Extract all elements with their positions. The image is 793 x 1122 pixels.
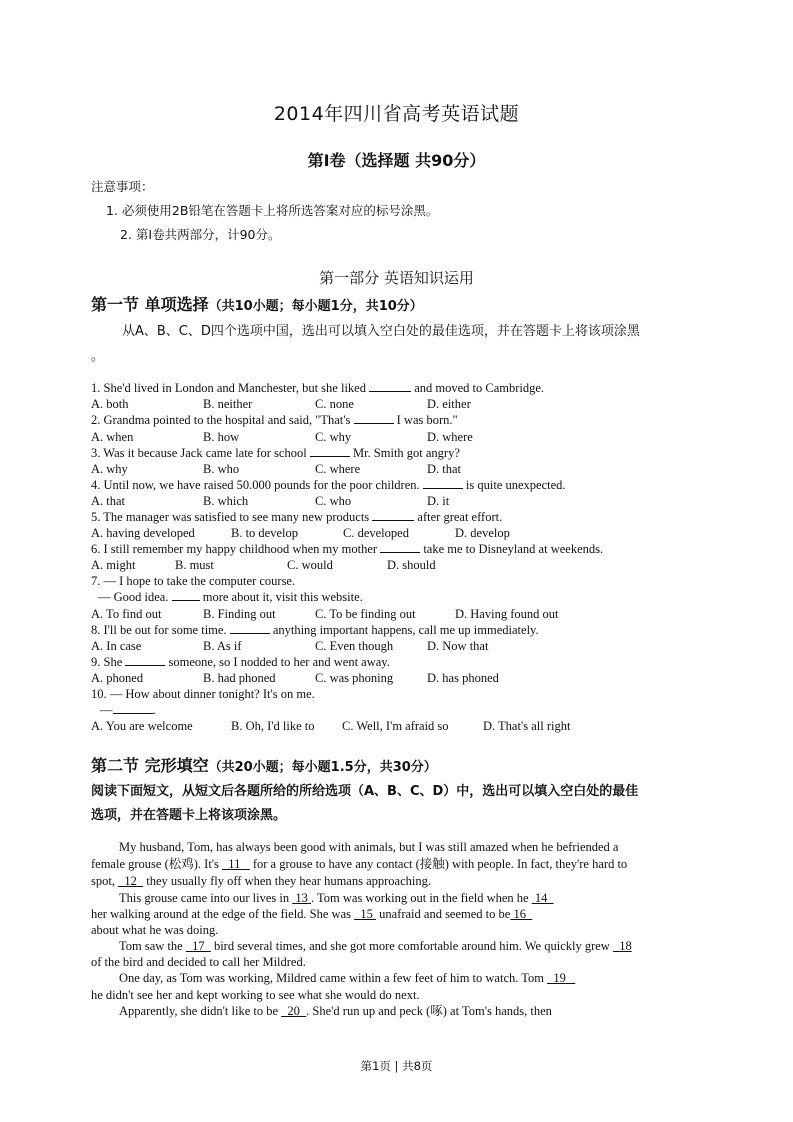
blank-11 [222, 857, 250, 871]
blank-17-number: 17 [192, 939, 205, 953]
q10-blank [113, 702, 153, 714]
q3-option-c[interactable]: C. where [315, 462, 361, 476]
q8-option-a[interactable]: A. In case [91, 639, 142, 653]
q8-option-b[interactable]: B. As if [203, 639, 242, 653]
q9-option-d[interactable]: D. has phoned [427, 671, 499, 685]
q1-option-b[interactable]: B. neither [203, 397, 253, 411]
q7-option-b[interactable]: B. Finding out [203, 607, 276, 621]
section1-instruction-end: 。 [91, 349, 105, 364]
q6-stem-end: take me to Disneyland at weekends. [423, 542, 604, 556]
blank-13-number: 13 [295, 891, 308, 905]
passage-text: spot, [91, 874, 115, 888]
passage-p1-line2 [91, 856, 627, 872]
passage-text: . Tom was working out in the field when he [310, 891, 529, 905]
q2-option-c[interactable]: C. why [315, 430, 352, 444]
q3-stem-end: Mr. Smith got angry? [352, 446, 460, 460]
page-footer: 第1页 | 共8页 [360, 1059, 433, 1073]
passage-text: they usually fly off when they hear humans approaching. [146, 874, 431, 888]
q3-option-b[interactable]: B. who [203, 462, 240, 476]
passage-text: bird several times, and she got more comfortable around him. We quickly grew [213, 939, 610, 953]
passage-text: Apparently, she didn't like to be [119, 1004, 279, 1018]
passage-text: unafraid and seemed to be [379, 907, 511, 921]
q5-option-a[interactable]: A. having developed [91, 526, 195, 540]
question-10-reply [100, 702, 156, 718]
passage-p2-line1 [119, 890, 554, 906]
passage-p4-line1 [119, 970, 575, 986]
paper-subtitle: 第Ⅰ卷（选择题 共90分） [307, 151, 486, 170]
q7-blank [172, 589, 200, 601]
question-8 [91, 622, 539, 638]
q7-option-a[interactable]: A. To find out [91, 607, 162, 621]
q9-blank [125, 654, 165, 666]
q3-option-a[interactable]: A. why [91, 462, 128, 476]
q10-stem: — [100, 703, 113, 717]
q1-option-c[interactable]: C. none [315, 397, 354, 411]
blank-15-number: 15 [360, 907, 373, 921]
passage-text: One day, as Tom was working, Mildred came within a few feet of him to watch. Tom [119, 971, 544, 985]
q2-blank [354, 412, 394, 424]
section2-title: 第二节 完形填空 [91, 756, 209, 775]
blank-12 [118, 874, 143, 888]
q4-blank [423, 477, 463, 489]
blank-18 [613, 939, 632, 953]
q4-option-d[interactable]: D. it [427, 494, 450, 508]
blank-15 [354, 907, 376, 921]
blank-19-number: 19 [553, 971, 566, 985]
q9-option-a[interactable]: A. phoned [91, 671, 144, 685]
section1-title: 第一节 单项选择 [91, 295, 209, 314]
q5-option-d[interactable]: D. develop [455, 526, 510, 540]
blank-14 [532, 891, 554, 905]
q7-stem-end: more about it, visit this website. [202, 590, 363, 604]
q8-option-d[interactable]: D. Now that [427, 639, 489, 653]
section1-note: （共10小题；每小题1分，共10分） [208, 299, 423, 314]
blank-11-number: 11 [228, 857, 241, 871]
q10-option-b[interactable]: B. Oh, I'd like to [231, 719, 315, 733]
section2-note: （共20小题；每小题1.5分，共30分） [208, 760, 437, 775]
q1-stem-end: and moved to Cambridge. [414, 381, 545, 395]
q5-blank [372, 509, 414, 521]
q1-option-a[interactable]: A. both [91, 397, 129, 411]
passage-p5-line1 [119, 1003, 552, 1019]
q2-stem: 2. Grandma pointed to the hospital and said, "That's [91, 413, 351, 427]
q4-stem-end: is quite unexpected. [465, 478, 566, 492]
question-3 [91, 445, 460, 461]
notice-item-1: 1. 必须使用2B铅笔在答题卡上将所选答案对应的标号涂黑。 [106, 203, 439, 218]
passage-p1-line3 [91, 873, 431, 889]
q8-option-c[interactable]: C. Even though [315, 639, 394, 653]
q6-stem: 6. I still remember my happy childhood when my mother [91, 542, 378, 556]
q9-stem-end: someone, so I nodded to her and went away. [168, 655, 390, 669]
passage-text: Tom saw the [119, 939, 183, 953]
q2-option-d[interactable]: D. where [427, 430, 473, 444]
question-4 [91, 477, 566, 493]
q10-option-d[interactable]: D. That's all right [483, 719, 571, 733]
q2-option-a[interactable]: A. when [91, 430, 134, 444]
blank-12-number: 12 [124, 874, 137, 888]
blank-16-number: 16 [513, 907, 526, 921]
q2-stem-end: I was born." [396, 413, 458, 427]
notice-heading: 注意事项： [91, 179, 154, 194]
q5-stem-end: after great effort. [417, 510, 503, 524]
q7-stem: — Good idea. [98, 590, 169, 604]
section2-heading [91, 753, 437, 776]
blank-16 [510, 907, 532, 921]
q6-option-a[interactable]: A. might [91, 558, 136, 572]
q3-blank [310, 445, 350, 457]
q5-option-b[interactable]: B. to develop [231, 526, 299, 540]
blank-17 [186, 939, 211, 953]
passage-text: her walking around at the edge of the field. She was [91, 907, 351, 921]
q10-stem-end: . [152, 703, 156, 717]
question-9 [91, 654, 390, 670]
q8-stem: 8. I'll be out for some time. [91, 623, 227, 637]
passage-p3-line2: of the bird and decided to call her Mildred. [91, 955, 306, 969]
blank-18-number: 18 [619, 939, 632, 953]
question-10: 10. — How about dinner tonight? It's on me. [91, 687, 315, 701]
passage-p3-line1 [119, 938, 632, 954]
q7-option-d[interactable]: D. Having found out [455, 607, 559, 621]
q5-option-c[interactable]: C. developed [343, 526, 409, 540]
blank-19 [547, 971, 575, 985]
q7-option-c[interactable]: C. To be finding out [315, 607, 416, 621]
q1-stem: 1. She'd lived in London and Manchester, but she liked [91, 381, 366, 395]
passage-p1-line1: My husband, Tom, has always been good with animals, but I was still amazed when he befriended a [119, 840, 619, 854]
question-7: 7. — I hope to take the computer course. [91, 574, 296, 588]
blank-13 [292, 891, 311, 905]
q4-option-b[interactable]: B. which [203, 494, 249, 508]
question-7-reply [98, 589, 363, 605]
question-2 [91, 412, 458, 428]
q8-blank [230, 622, 270, 634]
section1-instruction: 从A、B、C、D四个选项中国，选出可以填入空白处的最佳选项，并在答题卡上将该项涂黑 [122, 324, 640, 339]
passage-text: female grouse (松鸡). It's [91, 857, 219, 871]
question-6 [91, 541, 603, 557]
notice-item-2: 2. 第Ⅰ卷共两部分，计90分。 [120, 227, 281, 242]
q4-option-a[interactable]: A. that [91, 494, 126, 508]
q6-option-b[interactable]: B. must [175, 558, 214, 572]
q4-option-c[interactable]: C. who [315, 494, 352, 508]
q6-option-c[interactable]: C. would [287, 558, 333, 572]
page-title: 2014年四川省高考英语试题 [273, 103, 520, 125]
q2-option-b[interactable]: B. how [203, 430, 240, 444]
q8-stem-end: anything important happens, call me up immediately. [272, 623, 539, 637]
q6-option-d[interactable]: D. should [387, 558, 436, 572]
q9-option-b[interactable]: B. had phoned [203, 671, 276, 685]
passage-p2-line2 [91, 906, 532, 922]
question-5 [91, 509, 502, 525]
q6-blank [380, 541, 420, 553]
q1-blank [369, 380, 411, 392]
q9-option-c[interactable]: C. was phoning [315, 671, 394, 685]
part1-title: 第一部分 英语知识运用 [319, 269, 474, 287]
section1-heading [91, 292, 423, 315]
passage-text: . She'd run up and peck (啄) at Tom's hands, then [306, 1004, 552, 1018]
q3-stem: 3. Was it because Jack came late for school [91, 446, 307, 460]
question-1 [91, 380, 544, 396]
section2-instruction-line1: 阅读下面短文，从短文后各题所给的所给选项（A、B、C、D）中，选出可以填入空白处的最佳 [91, 784, 639, 799]
q4-stem: 4. Until now, we have raised 50.000 pounds for the poor children. [91, 478, 420, 492]
passage-p2-line3: about what he was doing. [91, 923, 219, 937]
q5-stem: 5. The manager was satisfied to see many new products [91, 510, 370, 524]
q10-option-a[interactable]: A. You are welcome [91, 719, 193, 733]
passage-text: for a grouse to have any contact (接触) with people. In fact, they're hard to [252, 857, 628, 871]
q10-option-c[interactable]: C. Well, I'm afraid so [342, 719, 449, 733]
blank-14-number: 14 [534, 891, 548, 905]
passage-p4-line2: he didn't see her and kept working to see what she would do next. [91, 988, 420, 1002]
blank-20-number: 20 [287, 1004, 300, 1018]
q3-option-d[interactable]: D. that [427, 462, 462, 476]
section2-instruction-line2: 选项，并在答题卡上将该项涂黑。 [91, 808, 287, 823]
blank-20 [281, 1004, 306, 1018]
q9-stem: 9. She [91, 655, 123, 669]
q1-option-d[interactable]: D. either [427, 397, 471, 411]
passage-text: This grouse came into our lives in [119, 891, 290, 905]
